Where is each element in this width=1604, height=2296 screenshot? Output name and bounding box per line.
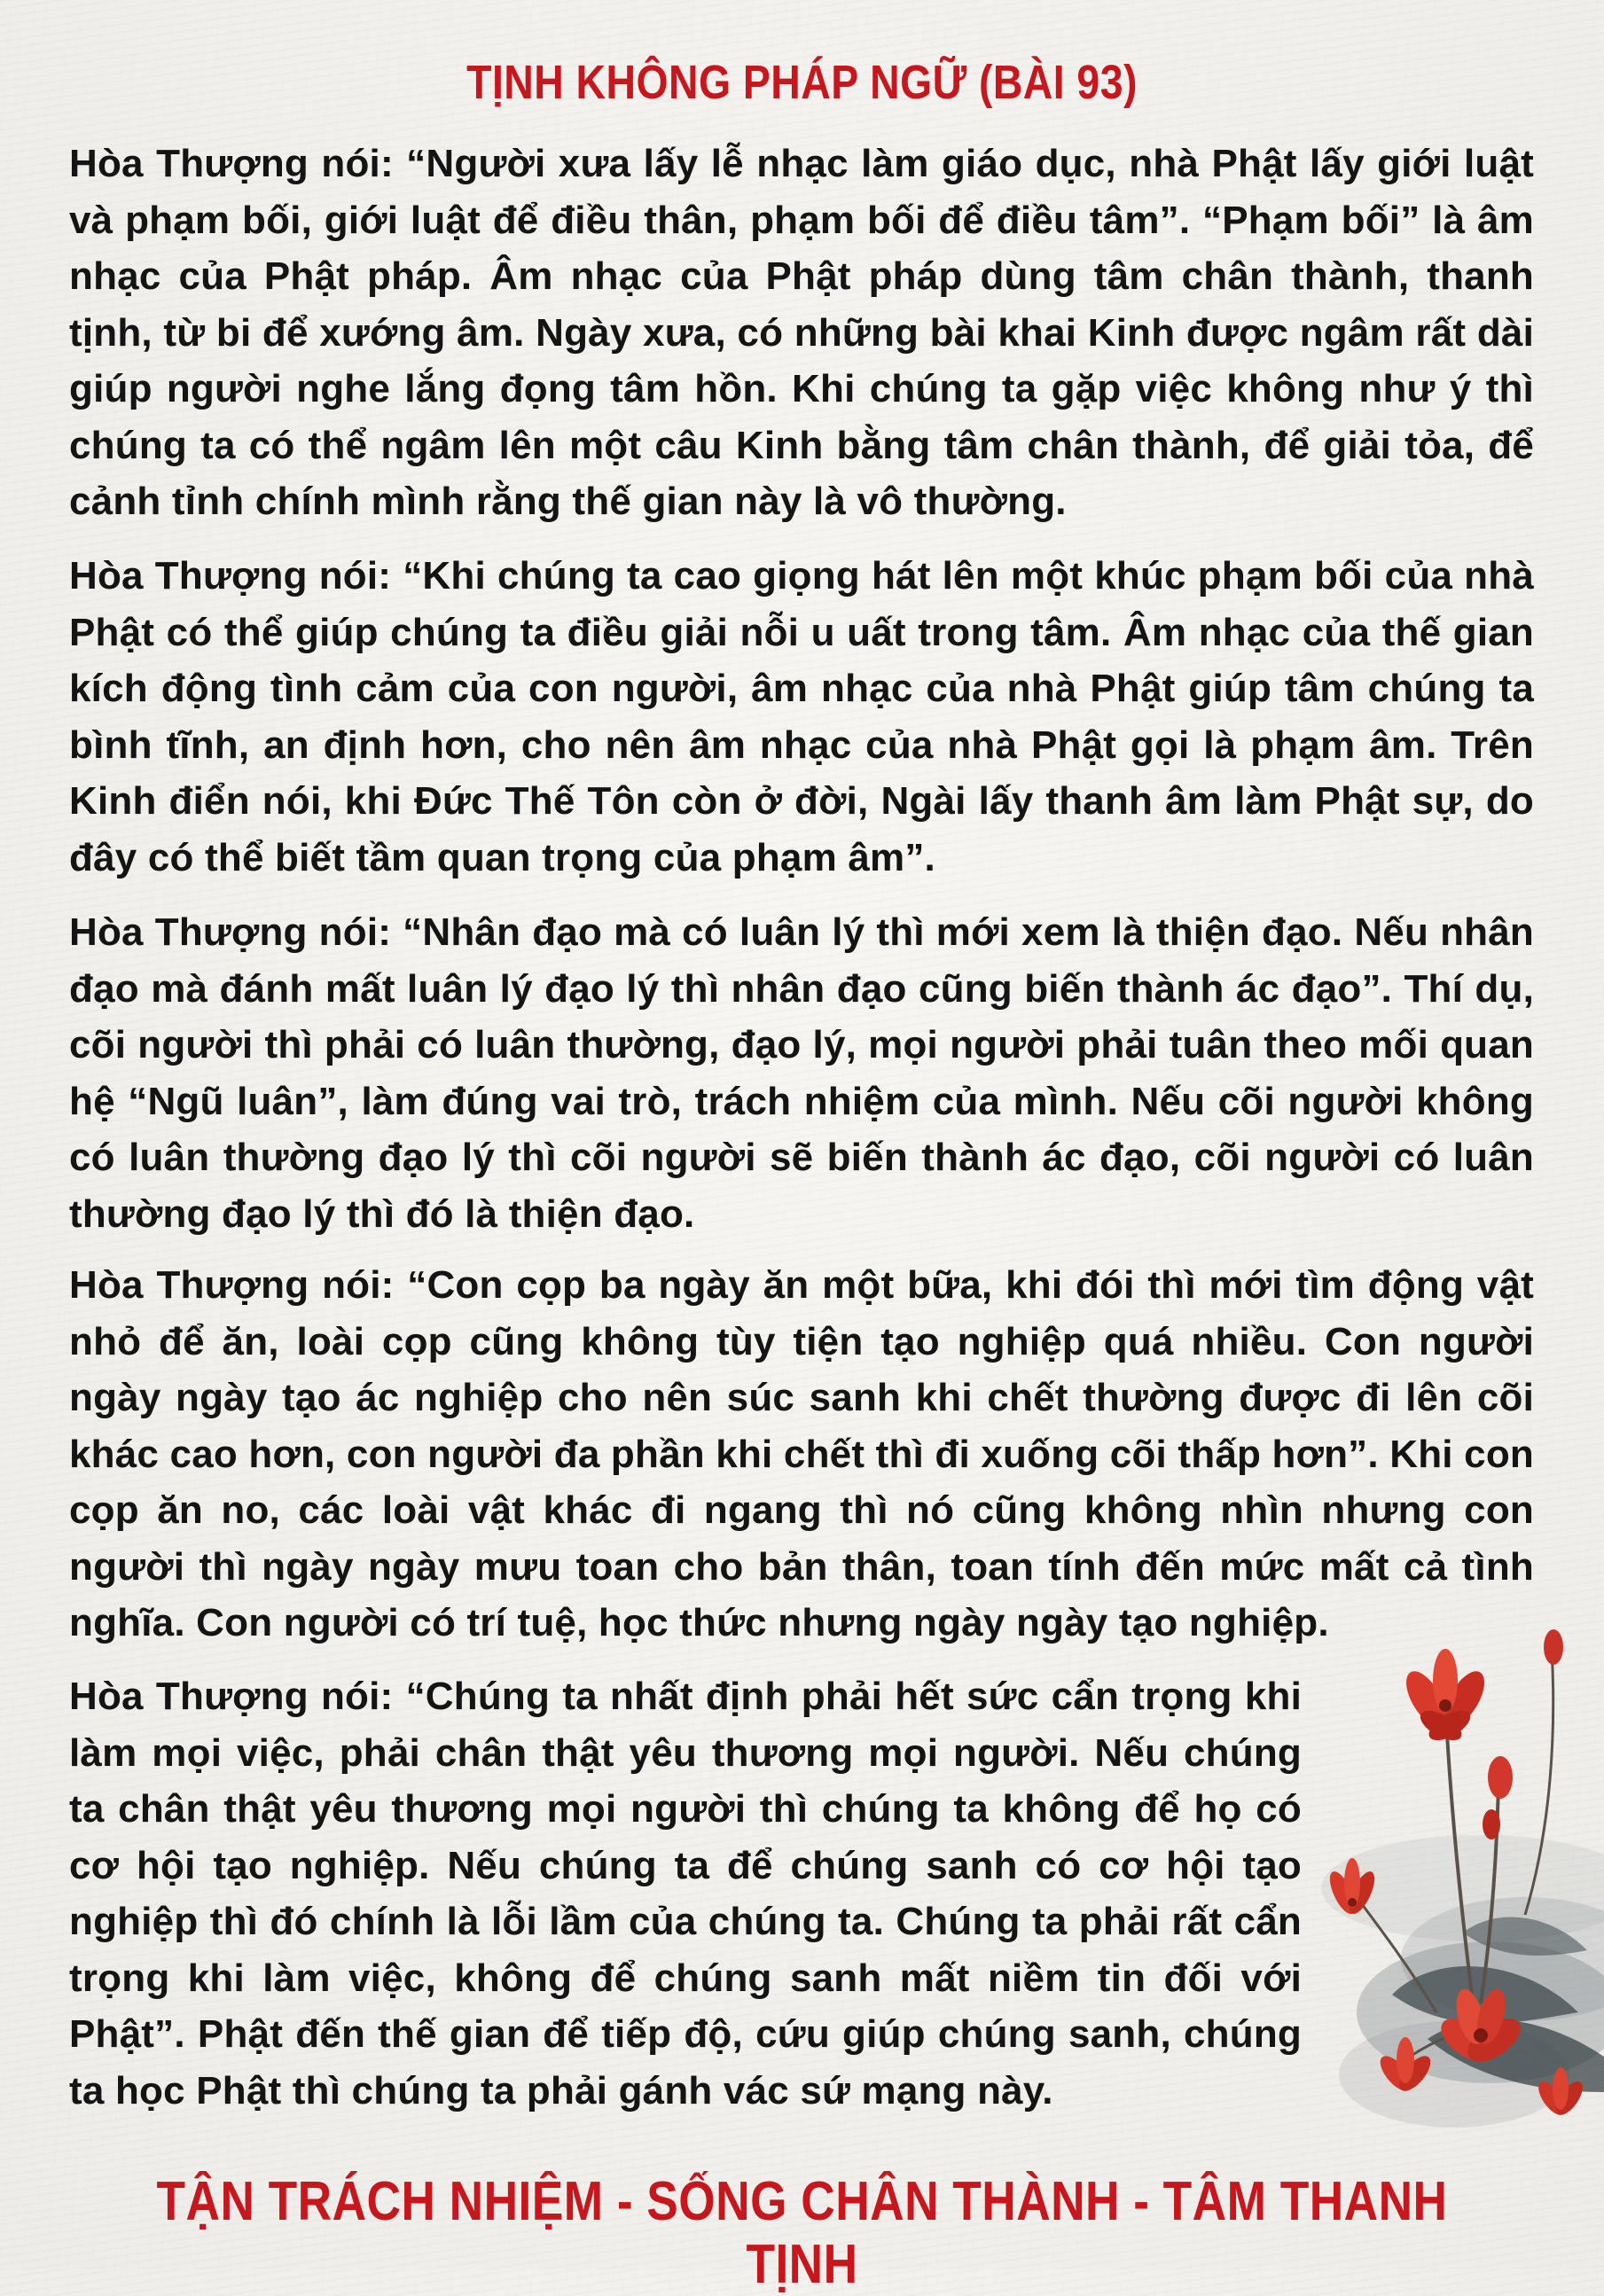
footer-slogan: TẬN TRÁCH NHIỆM - SỐNG CHÂN THÀNH - TÂM THANH TỊNH (156, 2171, 1448, 2295)
paragraph-5: Hòa Thượng nói: “Chúng ta nhất định phải hết sức cẩn trọng khi làm mọi việc, phải chân thật yêu thương mọi người. Nếu chúng ta chân thật yêu thương mọi người thì chúng ta không để họ có cơ hội tạo nghiệp. Nếu chúng ta để chúng sanh có cơ hội tạo nghiệp thì đó chính là lỗi lầm của chúng ta. Chúng ta phải rất cẩn trọng khi làm việc, không để chúng sanh mất niềm tin đối với Phật”. Phật đến thế gian để tiếp độ, cứu giúp chúng sanh, chúng ta học Phật thì chúng ta phải gánh vác sứ mạng này. (69, 1675, 1302, 2112)
paragraph-4: Hòa Thượng nói: “Con cọp ba ngày ăn một bữa, khi đói thì mới tìm động vật nhỏ để ăn, loài cọp cũng không tùy tiện tạo nghiệp quá nhiều. Con người ngày ngày tạo ác nghiệp cho nên súc sanh khi chết thường được đi lên cõi khác cao hơn, con người đa phần khi chết thì đi xuống cõi thấp hơn”. Khi con cọp ăn no, các loài vật khác đi ngang thì nó cũng không nhìn nhưng con người thì ngày ngày mưu toan cho bản thân, toan tính đến mức mất cả tình nghĩa. Con người có trí tuệ, học thức nhưng ngày ngày tạo nghiệp. (69, 1263, 1534, 1644)
red-flower-ink-painting (1259, 1596, 1604, 2145)
paragraph-2: Hòa Thượng nói: “Khi chúng ta cao giọng hát lên một khúc phạm bối của nhà Phật có thể giúp chúng ta điều giải nỗi u uất trong tâm. Âm nhạc của thế gian kích động tình cảm của con người, âm nhạc của nhà Phật giúp tâm chúng ta bình tĩnh, an định hơn, cho nên âm nhạc của nhà Phật gọi là phạm âm. Trên Kinh điển nói, khi Đức Thế Tôn còn ở đời, Ngài lấy thanh âm làm Phật sự, do đây có thể biết tầm quan trọng của phạm âm”. (69, 554, 1534, 879)
page-title: TỊNH KHÔNG PHÁP NGỮ (BÀI 93) (466, 56, 1138, 109)
paragraph-3: Hòa Thượng nói: “Nhân đạo mà có luân lý thì mới xem là thiện đạo. Nếu nhân đạo mà đánh mất luân lý đạo lý thì nhân đạo cũng biến thành ác đạo”. Thí dụ, cõi người thì phải có luân thường, đạo lý, mọi người phải tuân theo mối quan hệ “Ngũ luân”, làm đúng vai trò, trách nhiệm của mình. Nếu cõi người không có luân thường đạo lý thì cõi người sẽ biến thành ác đạo, cõi người có luân thường đạo lý thì đó là thiện đạo. (69, 910, 1534, 1236)
paragraph-1: Hòa Thượng nói: “Người xưa lấy lễ nhạc làm giáo dục, nhà Phật lấy giới luật và phạm bối, giới luật để điều thân, phạm bối để điều tâm”. “Phạm bối” là âm nhạc của Phật pháp. Âm nhạc của Phật pháp dùng tâm chân thành, thanh tịnh, từ bi để xướng âm. Ngày xưa, có những bài khai Kinh được ngâm rất dài giúp người nghe lắng đọng tâm hồn. Khi chúng ta gặp việc không như ý thì chúng ta có thể ngâm lên một câu Kinh bằng tâm chân thành, để giải tỏa, để cảnh tỉnh chính mình rằng thế gian này là vô thường. (69, 142, 1534, 523)
